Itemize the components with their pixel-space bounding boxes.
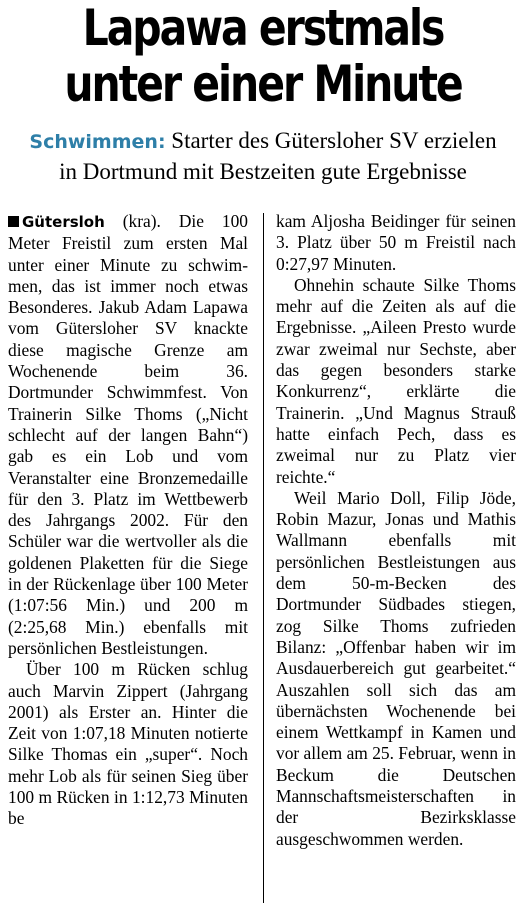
article-column-2 [276,211,516,850]
headline-line-1: Lapawa erstmals [82,0,444,57]
headline-line-2: unter einer Minute [64,55,462,113]
paragraph-text: (kra). Die 100 Meter Freistil zum ersten Mal unter einer Minute zu schwimmen, das ist immer noch etwas Besonderes. Jakub Adam Lapawa vom Gütersloher SV knackte diese magische Grenze am Wochenende beim 36. Dortmunder Schwimmfest. Von Trainerin Silke Thoms („Nicht schlecht auf der langen Bahn“) gab es ein Lob und vom Veranstalter eine Bronzemedaille für den 3. Platz im Wettbewerb des Jahrgangs 2002. Für den Schüler war die wertvoller als die goldenen Plaketten für die Siege in der Rückenlage über 100 Meter (1:07:56 Min.) und 200 m (2:25,68 Min.) ebenfalls mit persönlichen Bestleistungen. [8,211,248,658]
dateline: Gütersloh [22,213,105,231]
article-paragraph [8,211,248,659]
article-paragraph: Weil Mario Doll, Filip Jöde, Robin Mazur, Jonas und Mathis Wallmann ebenfalls mit persönlichen Bestleistungen aus dem 50-m-Becken des Dortmunder Südbades stiegen, zog Silke Thoms zufrieden Bilanz: „Offenbar haben wir im Ausdauerbereich gut gearbeitet.“ Auszahlen soll sich das am übernächsten Wochenende bei einem Wettkampf in Kamen und vor allem am 25. Februar, wenn in Beckum die Deutschen Mannschaftsmeisterschaften in der Bezirksklasse ausgeschwommen werden. [276,487,516,849]
subheadline-line-2: in Dortmund mit Bestzeiten gute Ergebnisse [59,159,467,184]
subheadline [0,126,526,186]
column-divider [263,213,264,903]
article-paragraph: Ohnehin schaute Silke Thoms mehr auf die Zeiten als auf die Ergebnisse. „Aileen Presto wurde zwar zweimal nur Sechste, aber das gegen besonders starke Konkurrenz“, erklärte die Trainerin. „Und Magnus Strauß hatte einfach Pech, dass es zweimal nur zu Platz vier reichte.“ [276,274,516,487]
subheadline-text-1: Starter des Gütersloher SV erzielen [171,128,497,153]
bullet-square-icon [8,216,19,227]
article-paragraph: Über 100 m Rücken schlug auch Marvin Zippert (Jahrgang 2001) als Erster an. Hinter die Zeit von 1:07,18 Minuten notierte Silke Thomas ein „super“. Noch mehr Lob als für seinen Sieg über 100 m Rücken in 1:12,73 Minuten be [8,659,248,829]
kicker: Schwimmen: [29,131,166,153]
article-column-1 [8,211,248,830]
article-paragraph: kam Aljosha Beidinger für seinen 3. Platz über 50 m Freistil nach 0:27,97 Minuten. [276,211,516,274]
subheadline-line-1 [0,126,526,157]
headline [47,0,478,112]
